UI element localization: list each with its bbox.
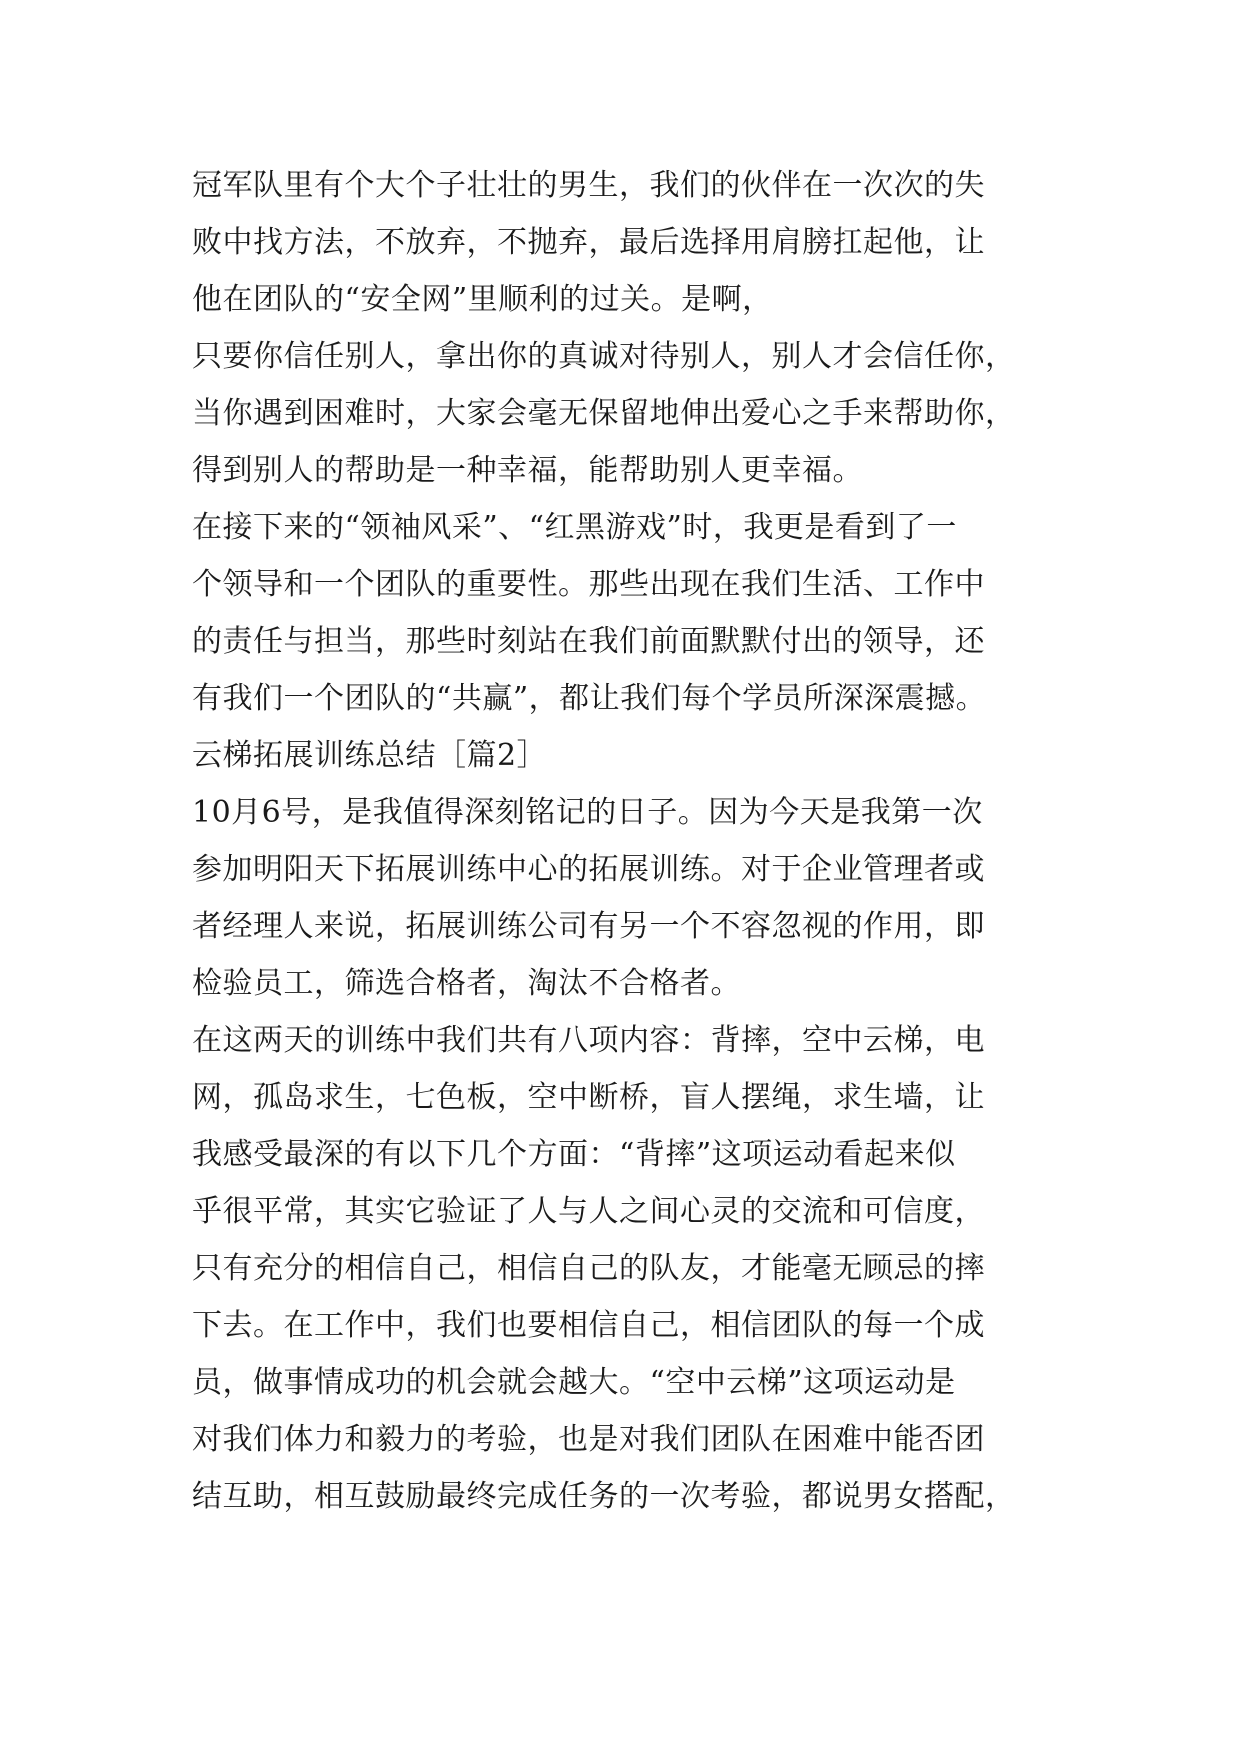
text-line: 检验员工，筛选合格者，淘汰不合格者。 bbox=[192, 966, 741, 1001]
text-line: 结互助，相互鼓励最终完成任务的一次考验，都说男女搭配， bbox=[192, 1479, 1016, 1514]
text-line: 对我们体力和毅力的考验，也是对我们团队在困难中能否团 bbox=[192, 1422, 985, 1457]
text-line: 他在团队的“安全网”里顺利的过关。是啊， bbox=[192, 282, 773, 317]
text-line: 只要你信任别人，拿出你的真诚对待别人，别人才会信任你， bbox=[192, 339, 1016, 374]
text-line: 有我们一个团队的“共赢”，都让我们每个学员所深深震撼。 bbox=[192, 681, 987, 716]
text-line: 在接下来的“领袖风采”、“红黑游戏”时，我更是看到了一 bbox=[192, 510, 957, 545]
text-line: 得到别人的帮助是一种幸福，能帮助别人更幸福。 bbox=[192, 453, 863, 488]
text-line: 者经理人来说，拓展训练公司有另一个不容忽视的作用，即 bbox=[192, 909, 985, 944]
text-line: 败中找方法，不放弃，不抛弃，最后选择用肩膀扛起他，让 bbox=[192, 225, 985, 260]
text-line: 冠军队里有个大个子壮壮的男生，我们的伙伴在一次次的失 bbox=[192, 168, 985, 203]
text-line: 网，孤岛求生，七色板，空中断桥，盲人摆绳，求生墙，让 bbox=[192, 1080, 985, 1115]
text-line: 只有充分的相信自己，相信自己的队友，才能毫无顾忌的摔 bbox=[192, 1251, 985, 1286]
text-line: 的责任与担当，那些时刻站在我们前面默默付出的领导，还 bbox=[192, 624, 985, 659]
text-line: 员，做事情成功的机会就会越大。“空中云梯”这项运动是 bbox=[192, 1365, 956, 1400]
text-line: 我感受最深的有以下几个方面：“背摔”这项运动看起来似 bbox=[192, 1137, 956, 1172]
text-line: 当你遇到困难时，大家会毫无保留地伸出爱心之手来帮助你， bbox=[192, 396, 1016, 431]
section-heading: 云梯拓展训练总结［篇2］ bbox=[192, 738, 548, 773]
text-line: 参加明阳天下拓展训练中心的拓展训练。对于企业管理者或 bbox=[192, 852, 985, 887]
text-line: 个领导和一个团队的重要性。那些出现在我们生活、工作中 bbox=[192, 567, 985, 602]
text-line: 10月6号，是我值得深刻铭记的日子。因为今天是我第一次 bbox=[192, 795, 983, 830]
text-line: 乎很平常，其实它验证了人与人之间心灵的交流和可信度， bbox=[192, 1194, 985, 1229]
text-line: 在这两天的训练中我们共有八项内容：背摔，空中云梯，电 bbox=[192, 1023, 985, 1058]
text-line: 下去。在工作中，我们也要相信自己，相信团队的每一个成 bbox=[192, 1308, 985, 1343]
